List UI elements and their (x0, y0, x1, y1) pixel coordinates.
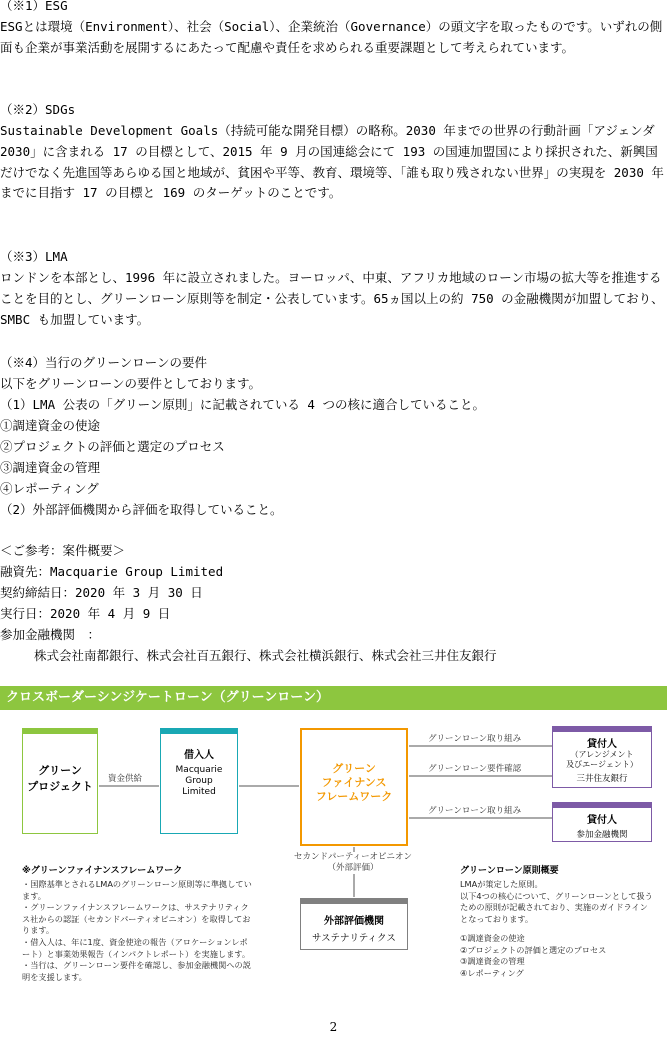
page-number: 2 (329, 1020, 338, 1034)
left-note-item: ・借入人は、年に1度、資金使途の報告（アロケーションレポート）と事業効果報告（インパクトレポート）を実施します。 (22, 936, 251, 959)
req-item2: （2）外部評価機関から評価を取得していること。 (0, 502, 283, 517)
arrow2-line (409, 775, 552, 777)
framework-arrow-line (239, 785, 299, 787)
right-note-item: ④レポーティング (460, 967, 524, 978)
ref-signed: 契約締結日：2020 年 3 月 30 日 (0, 585, 203, 600)
req-item1: （1）LMA 公表の「グリーン原則」に記載されている 4 つの核に適合していること。 (0, 397, 485, 412)
green-project-label: グリーン プロジェクト (27, 764, 93, 793)
green-loan-diagram (0, 686, 667, 986)
arrow2-label: グリーンローン要件確認 (428, 764, 522, 774)
left-note-item: ・グリーンファイナンスフレームワークは、サステナリティクス社からの認証（セカンドパーティオピニオン）を取得しております。 (22, 902, 251, 936)
right-note-list (460, 933, 655, 979)
right-note-body: LMAが策定した原則。 以下4つの核心について、グリーンローンとして扱うための原則が記載されており、実施のガイドラインとなっております。 (460, 879, 653, 924)
framework-box (300, 728, 408, 846)
borrower-name: Macquarie Group Limited (175, 765, 223, 797)
note-lma-body: ロンドンを本部とし、1996 年に設立されました。ヨーロッパ、中東、アフリカ地域のローン市場の拡大等を推進することを目的とし、グリーンローン原則等を制定・公表しています。65ヵ国以上の約 750 の金融機関が加盟しており、SMBC も加盟しています。 (0, 270, 664, 327)
note-sdgs-title: （※2）SDGs (0, 102, 76, 117)
right-note-item: ②プロジェクトの評価と選定のプロセス (460, 944, 607, 955)
external-evaluator-box (300, 898, 408, 950)
second-opinion-label: セカンドパーティーオピニオン （外部評価） (288, 852, 418, 874)
note-esg-title: （※1）ESG (0, 0, 68, 13)
left-notes (22, 879, 252, 983)
ref-banks-label: 参加金融機関 ： (0, 627, 101, 642)
note-lma-title: （※3）LMA (0, 249, 68, 264)
left-note-item: ・国際基準とされるLMAのグリーンローン原則等に準拠しています。 (22, 879, 252, 901)
lender2-title: 貸付人 (587, 815, 617, 826)
left-note-item: ・当行は、グリーンローン要件を確認し、参加金融機関への説明を支援します。 (22, 960, 251, 982)
lender2-name: 参加金融機関 (576, 830, 628, 840)
lender1-box (552, 726, 652, 788)
req-sub4: ④レポーティング (0, 481, 99, 496)
green-project-box (22, 728, 98, 834)
ref-executed: 実行日：2020 年 4 月 9 日 (0, 606, 171, 621)
note-esg-body: ESGとは環境（Environment）、社会（Social）、企業統治（Governance）の頭文字を取ったものです。いずれの側面も企業が事業活動を展開するにあたって配慮や責任を求められる重要課題として考えられています。 (0, 19, 663, 55)
lender1-sub: （アレンジメント 及びエージェント） (566, 750, 638, 769)
req-intro: 以下をグリーンローンの要件としております。 (0, 376, 262, 391)
borrower-box (160, 728, 238, 834)
external-evaluator-title: 外部評価機関 (324, 916, 384, 927)
lender1-title: 貸付人 (587, 739, 617, 750)
right-note-item: ③調達資金の管理 (460, 956, 525, 967)
ref-title: ＜ご参考：案件概要＞ (0, 543, 126, 558)
req-title: （※4）当行のグリーンローンの要件 (0, 355, 208, 370)
lender1-name: 三井住友銀行 (576, 774, 628, 784)
fund-label: 資金供給 (108, 774, 143, 784)
left-note-title: ※グリーンファイナンスフレームワーク (22, 866, 183, 876)
arrow3-line (409, 817, 552, 819)
req-sub3: ③調達資金の管理 (0, 460, 101, 475)
note-sdgs-body: Sustainable Development Goals（持続可能な開発目標）の略称。2030 年までの世界の行動計画「アジェンダ 2030」に含まれる 17 の目標として、2015 年 9 月の国連総会にて 193 の国連加盟国により採択された、新興国だけでなく先進国等あらゆる国と地域が、貧困や平等、教育、環境等、「誰も取り残されない世界」の実現を 2030 年までに目指す 17 の目標と 169 のターゲットのことです。 (0, 123, 664, 201)
right-note-title: グリーンローン原則概要 (460, 866, 559, 876)
borrower-title: 借入人 (184, 750, 214, 761)
arrow3-label: グリーンローン取り組み (428, 806, 522, 816)
framework-label: グリーン ファイナンス フレームワーク (315, 762, 393, 803)
arrow1-line (409, 745, 552, 747)
right-note-item: ①調達資金の使途 (460, 933, 525, 943)
lender2-box (552, 802, 652, 842)
ref-banks: 株式会社南都銀行、株式会社百五銀行、株式会社横浜銀行、株式会社三井住友銀行 (34, 648, 497, 663)
ref-borrower: 融資先：Macquarie Group Limited (0, 564, 224, 579)
fund-arrow-line (99, 785, 159, 787)
req-sub2: ②プロジェクトの評価と選定のプロセス (0, 439, 225, 454)
arrow1-label: グリーンローン取り組み (428, 734, 522, 744)
req-sub1: ①調達資金の使途 (0, 418, 101, 433)
external-evaluator-name: サステナリティクス (312, 933, 396, 944)
diagram-banner: クロスボーダーシンジケートローン（グリーンローン） (0, 686, 667, 710)
